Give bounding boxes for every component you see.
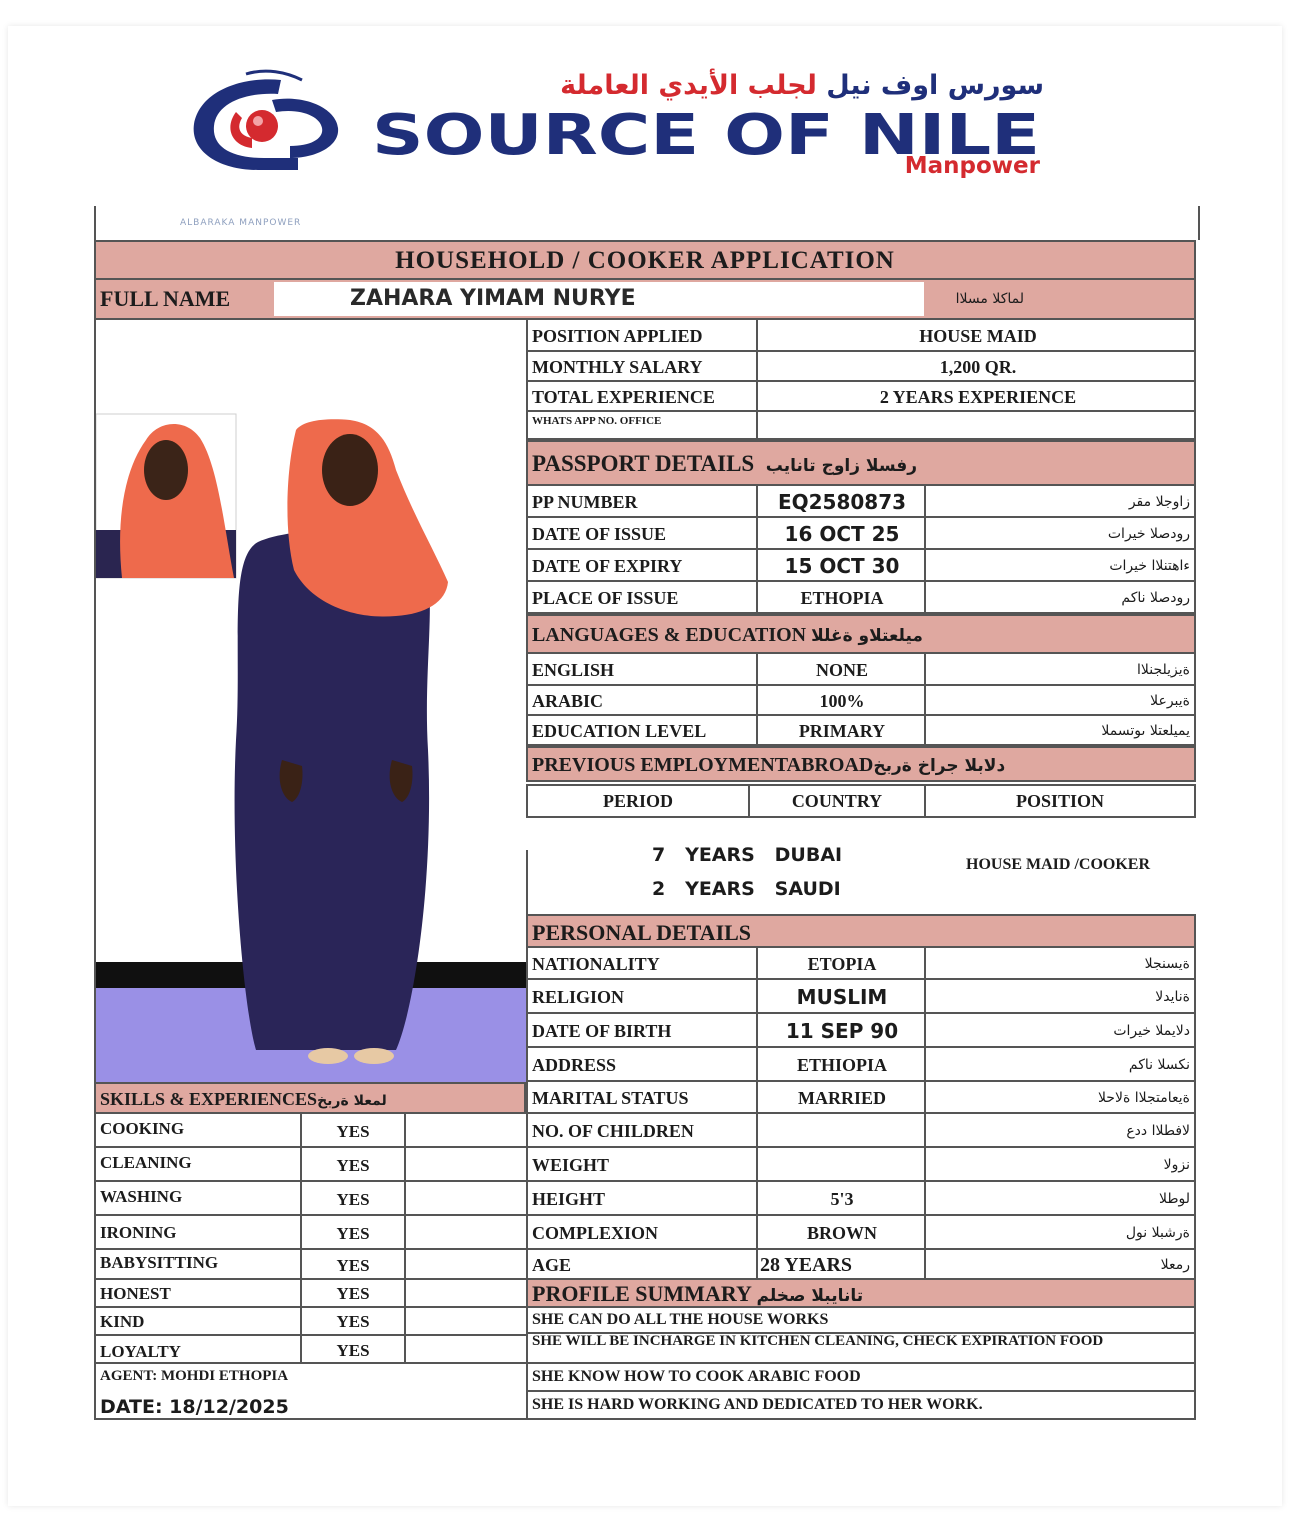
skill-row: BABYSITTING YES (94, 1250, 526, 1280)
skill-row: WASHING YES (94, 1182, 526, 1216)
personal-row: RELIGION MUSLIM ةنايدلا (526, 980, 1196, 1014)
candidate-photo-area (96, 320, 526, 1082)
date-label: DATE: 18/12/2025 (100, 1396, 289, 1418)
employment-section-header: PREVIOUS EMPLOYMENTABROADدلابلا جراخ ةربخ (526, 746, 1196, 782)
personal-row: NATIONALITY ETOPIA ةيسنجلا (526, 948, 1196, 980)
skills-section-header: SKILLS & EXPERIENCESلمعلا ةربخ (94, 1082, 526, 1114)
period-header: PERIOD (602, 791, 673, 811)
employment-entry: 7 YEARS DUBAI (652, 844, 843, 866)
candidate-photo (96, 320, 526, 1082)
full-name-row (94, 280, 1196, 320)
skill-row: KIND YES (94, 1308, 526, 1336)
application-title: HOUSEHOLD / COOKER APPLICATION (94, 240, 1196, 280)
summary-line: SHE WILL BE INCHARGE IN KITCHEN CLEANING, CHECK EXPIRATION FOOD (526, 1334, 1196, 1364)
job-row: POSITION APPLIED HOUSE MAID (526, 320, 1196, 352)
employment-left-border (526, 850, 528, 916)
language-row: ARABIC 100% ةيبرعلا (526, 686, 1196, 716)
personal-row: ADDRESS ETHIOPIA نكسلا ناكم (526, 1048, 1196, 1082)
personal-section-header: PERSONAL DETAILS (526, 914, 1196, 948)
skill-row: IRONING YES (94, 1216, 526, 1250)
passport-row: PP NUMBER EQ2580873 زاوجلا مقر (526, 486, 1196, 518)
position-header: POSITION (1015, 791, 1105, 811)
summary-line: SHE IS HARD WORKING AND DEDICATED TO HER WORK. (526, 1392, 1196, 1420)
employment-header-row (526, 784, 1196, 818)
language-row: EDUCATION LEVEL PRIMARY يميلعتلا ىوتسملا (526, 716, 1196, 746)
personal-row: DATE OF BIRTH 11 SEP 90 دلايملا خيرات (526, 1014, 1196, 1048)
languages-section-header: LANGUAGES & EDUCATION ميلعتلاو ةغللا (526, 614, 1196, 654)
summary-line: SHE KNOW HOW TO COOK ARABIC FOOD (526, 1364, 1196, 1392)
summary-section-header: PROFILE SUMMARY تانايبلا صخلم (526, 1278, 1196, 1308)
passport-section-header: PASSPORT DETAILS رفسلا زاوج تانايب (526, 440, 1196, 486)
passport-row: DATE OF EXPIRY 15 OCT 30 ءاهتنلاا خيرات (526, 550, 1196, 582)
passport-row: DATE OF ISSUE 16 OCT 25 رودصلا خيرات (526, 518, 1196, 550)
agent-label: AGENT: MOHDI ETHOPIA (100, 1368, 289, 1384)
svg-text:SOURCE OF NILE: SOURCE OF NILE (372, 104, 1040, 162)
employment-entry: 2 YEARS SAUDI (652, 878, 841, 900)
full-name-arabic-label: لماكلا مسلاا (955, 291, 1024, 307)
footer-border-line (94, 1418, 526, 1420)
full-name-value: ZAHARA YIMAM NURYE (274, 282, 924, 316)
faded-watermark-text: ALBARAKA MANPOWER (180, 218, 302, 228)
full-name-label: FULL NAME (100, 286, 231, 311)
personal-row: WEIGHT نزولا (526, 1148, 1196, 1182)
job-row: MONTHLY SALARY 1,200 QR. (526, 352, 1196, 382)
language-row: ENGLISH NONE ةيزيلجنلاا (526, 654, 1196, 686)
summary-line: SHE CAN DO ALL THE HOUSE WORKS (526, 1308, 1196, 1334)
source-of-nile-logo-icon (186, 66, 356, 176)
job-row: WHATS APP NO. OFFICE (526, 412, 1196, 440)
arabic-company-name: سورس اوف نيل لجلب الأيدي العاملة (560, 70, 1044, 101)
personal-row: MARITAL STATUS MARRIED ةيعامتجلاا ةلاحلا (526, 1082, 1196, 1114)
personal-row: AGE 28 YEARS رمعلا (526, 1250, 1196, 1280)
personal-row: NO. OF CHILDREN لافطلاا ددع (526, 1114, 1196, 1148)
personal-row: HEIGHT 5'3 لوطلا (526, 1182, 1196, 1216)
passport-row: PLACE OF ISSUE ETHOPIA رودصلا ناكم (526, 582, 1196, 614)
skill-row: LOYALTY YES (94, 1336, 526, 1364)
skill-row: HONEST YES (94, 1280, 526, 1308)
country-header: COUNTRY (791, 791, 883, 811)
employment-position: HOUSE MAID /COOKER (966, 856, 1151, 873)
personal-row: COMPLEXION BROWN ةرشبلا نول (526, 1216, 1196, 1250)
skill-row: CLEANING YES (94, 1148, 526, 1182)
job-row: TOTAL EXPERIENCE 2 YEARS EXPERIENCE (526, 382, 1196, 412)
skill-row: COOKING YES (94, 1114, 526, 1148)
company-subtitle: Manpower (904, 153, 1040, 179)
